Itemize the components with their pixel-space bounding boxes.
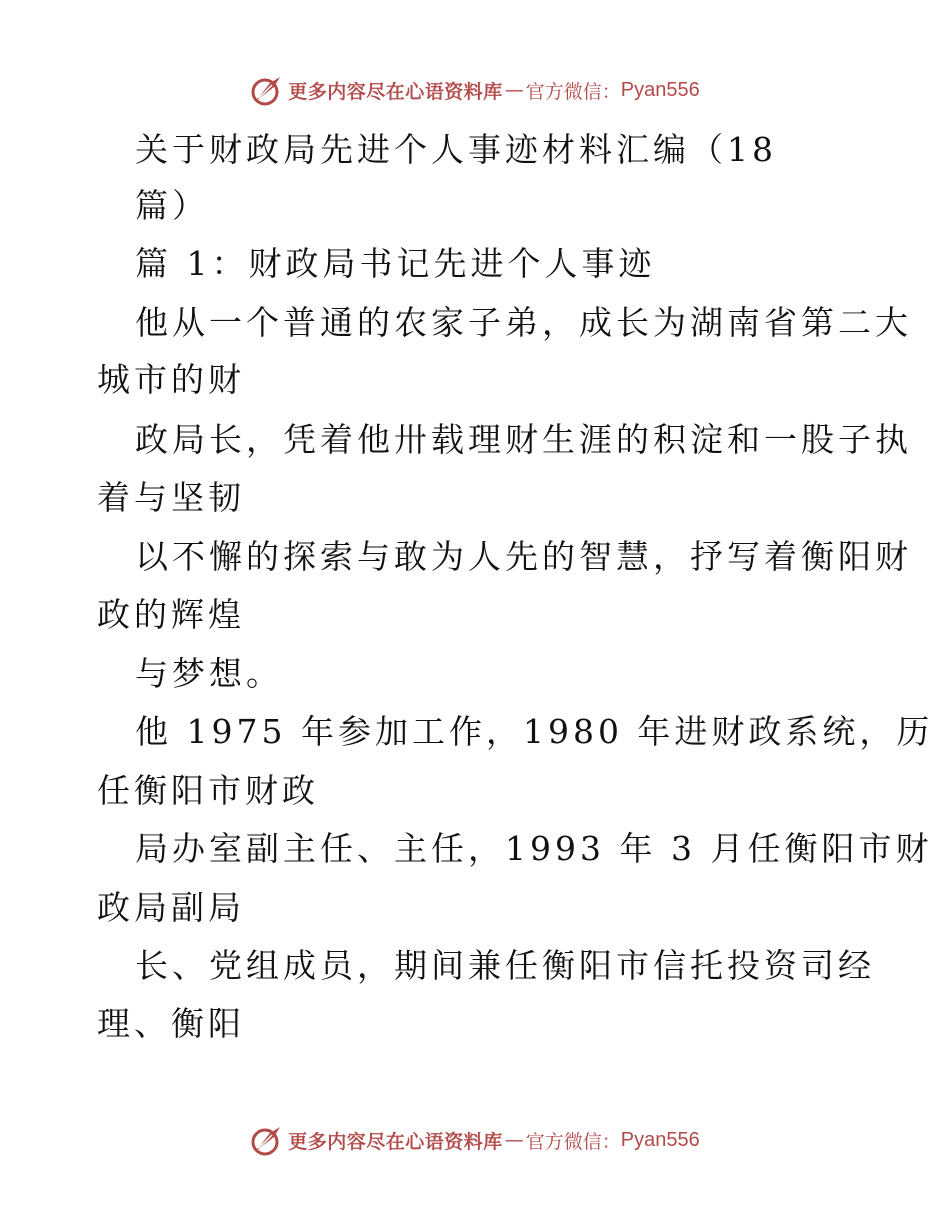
paragraph-line: 与梦想。 [135,654,283,693]
paragraph-line: 局办室副主任、主任，1993 年 3 月任衡阳市财 [135,829,933,868]
wechat-id: Pyan556 [620,78,700,101]
paragraph-line: 以不懈的探索与敢为人先的智慧，抒写着衡阳财 [135,537,912,576]
paragraph-line: 他从一个普通的农家子弟，成长为湖南省第二大 [135,303,912,342]
document-title-line-1: 关于财政局先进个人事迹材料汇编（18 [135,130,777,169]
paragraph-line: 长、党组成员，期间兼任衡阳市信托投资司经 [135,946,875,985]
paragraph-line: 他 1975 年参加工作，1980 年进财政系统，历 [135,712,934,751]
footer-watermark-banner [0,1120,950,1160]
wechat-label: 官方微信： [525,80,621,103]
quill-pen-logo-icon [250,73,284,107]
wechat-id: Pyan556 [620,1128,700,1151]
watermark-dash: — [504,79,524,101]
document-title-line-2: 篇） [135,186,209,225]
paragraph-line: 理、衡阳 [97,1004,245,1043]
section-heading: 篇 1：财政局书记先进个人事迹 [135,244,656,283]
watermark-dash: — [504,1129,524,1151]
paragraph-line: 任衡阳市财政 [97,771,319,810]
paragraph-line: 着与坚韧 [97,478,245,517]
watermark-text: 更多内容尽在心语资料库 [288,80,503,103]
quill-pen-logo-icon [250,1123,284,1157]
paragraph-line: 政的辉煌 [97,595,245,634]
paragraph-line: 城市的财 [97,360,245,399]
wechat-label: 官方微信： [525,1130,621,1153]
paragraph-line: 政局长，凭着他卅载理财生涯的积淀和一股子执 [135,420,912,459]
header-watermark-banner [0,70,950,110]
watermark-text: 更多内容尽在心语资料库 [288,1130,503,1153]
paragraph-line: 政局副局 [97,888,245,927]
